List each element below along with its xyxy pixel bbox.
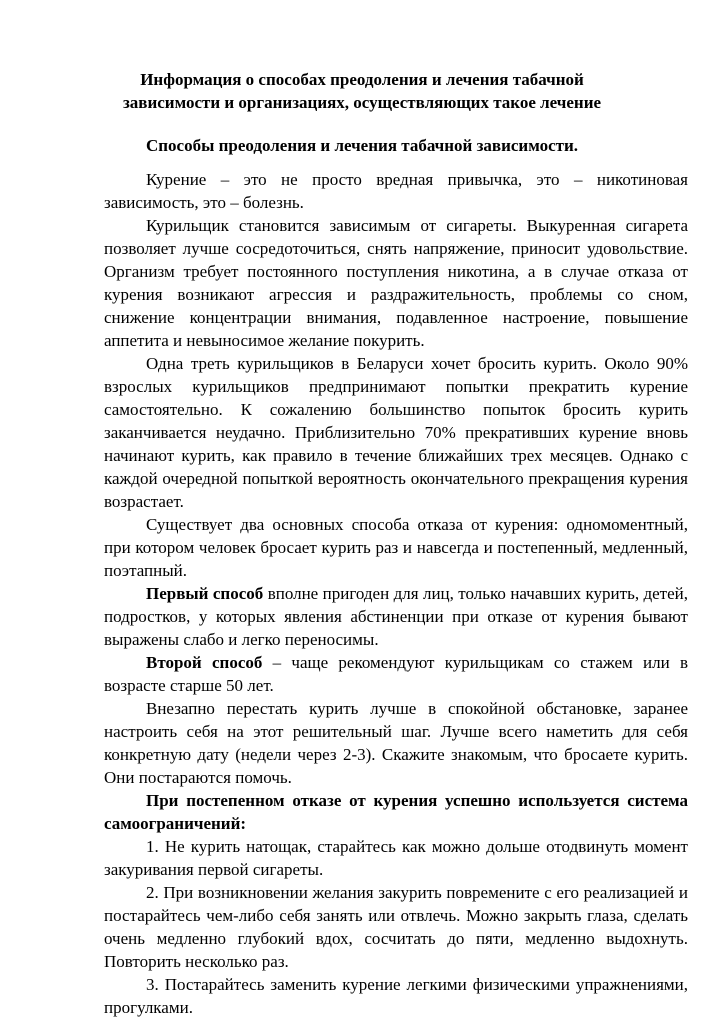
document-body — [104, 168, 688, 1019]
list-item: 1. Не курить натощак, старайтесь как можно дольше отодвинуть момент закуривания первой сигареты. — [104, 837, 688, 879]
document-title-line-1: Информация о способах преодоления и лечения табачной — [140, 70, 584, 89]
first-method-text: вполне пригоден для лиц, только начавших курить, детей, подростков, у которых явления абстиненции при отказе от курения бывают выражены слабо и легко переносимы. — [104, 584, 689, 649]
document-title-line-2: зависимости и организациях, осуществляющих такое лечение — [122, 93, 602, 112]
advice-paragraph: Внезапно перестать курить лучше в спокойной обстановке, заранее настроить себя на этот решительный шаг. Лучше всего наметить для себя конкретную дату (недели через 2-3). Скажите знакомым, что бросаете курить. Они постараются помочь. — [104, 699, 688, 787]
document-title — [80, 68, 644, 114]
paragraph: Курильщик становится зависимым от сигареты. Выкуренная сигарета позволяет лучше сосредоточиться, снять напряжение, приносит удовольствие. Организм требует постоянного поступления никотина, а в случае отказа от курения возникают агрессия и раздражительность, проблемы со сном, снижение концентрации внимания, подавленное настроение, повышение аппетита и невыносимое желание покурить. — [104, 216, 688, 350]
second-method-text: – чаще рекомендуют курильщикам со стажем или в возрасте старше 50 лет. — [104, 653, 688, 695]
paragraph: Одна треть курильщиков в Беларуси хочет бросить курить. Около 90% взрослых курильщиков предпринимают попытки прекратить курение самостоятельно. К сожалению большинство попыток бросить курить заканчивается неудачно. Приблизительно 70% прекративших курение вновь начинают курить, как правило в течение ближайших трех месяцев. Однако с каждой очередной попыткой вероятность окончательного прекращения курения возрастает. — [104, 354, 688, 511]
second-method-label: Второй способ — [146, 653, 263, 672]
list-item: 2. При возникновении желания закурить повремените с его реализацией и постарайтесь чем-либо себя занять или отвлечь. Можно закрыть глаза, сделать очень медленно глубокий вдох, сосчитать до пяти, медленно выдохнуть. Повторить несколько раз. — [104, 883, 688, 971]
list-item: 3. Постарайтесь заменить курение легкими физическими упражнениями, прогулками. — [104, 975, 688, 1017]
system-heading: При постепенном отказе от курения успешно используется система самоограничений: — [104, 791, 688, 833]
paragraph: Существует два основных способа отказа от курения: одномоментный, при котором человек бросает курить раз и навсегда и постепенный, медленный, поэтапный. — [104, 515, 688, 580]
paragraph: Курение – это не просто вредная привычка, это – никотиновая зависимость, это – болезнь. — [104, 170, 688, 212]
second-method-paragraph — [104, 651, 688, 697]
first-method-paragraph — [104, 582, 688, 651]
first-method-label: Первый способ — [146, 584, 264, 603]
section-heading: Способы преодоления и лечения табачной зависимости. — [145, 136, 579, 155]
